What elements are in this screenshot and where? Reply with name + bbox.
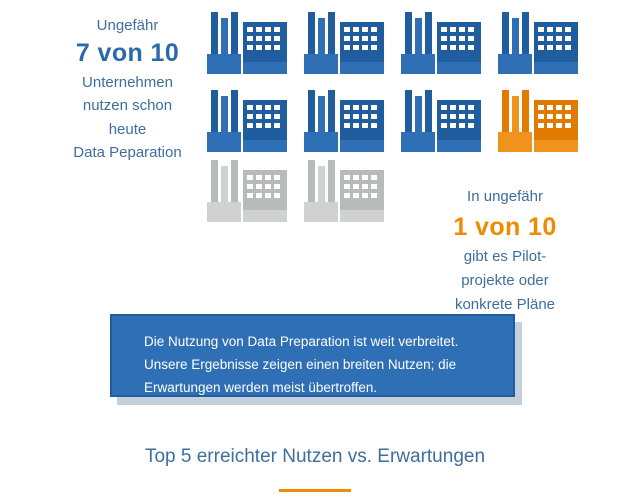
factory-icon-2 [302,8,388,76]
factory-icon-5 [205,86,291,154]
factory-icon-6 [302,86,388,154]
right-caption [415,185,595,317]
factory-icon-1 [205,8,291,76]
factory-icon-10 [302,156,388,224]
left-caption-line3: nutzen schon [82,97,173,115]
left-caption-line5: Data Peparation [73,143,182,161]
left-caption-ratio: 7 von 10 [75,39,180,68]
title-underline [279,489,351,492]
right-caption-line1: In ungefähr [467,188,543,205]
factory-icon-9 [205,156,291,224]
factory-icon-7 [399,86,485,154]
factory-icon-4 [496,8,582,76]
right-caption-line3: projekte oder [461,272,549,290]
callout-text: Die Nutzung von Data Preparation ist weit verbreitet. Unsere Ergebnisse zeigen einen breiten Nutzen; die Erwartungen werden meist übertroffen. [144,334,459,396]
left-caption-line2: Unternehmen [82,74,173,91]
callout-box [110,314,515,397]
factory-icon-3 [399,8,485,76]
factory-icon-8 [496,86,582,154]
left-caption [40,14,215,164]
right-caption-ratio: 1 von 10 [453,213,557,241]
left-caption-line1: Ungefähr [96,17,159,34]
left-caption-line4: heute [108,120,147,138]
right-caption-line2: gibt es Pilot- [463,248,547,266]
right-caption-line4: konkrete Pläne [454,296,556,314]
section-title: Top 5 erreichter Nutzen vs. Erwartungen [144,446,486,467]
